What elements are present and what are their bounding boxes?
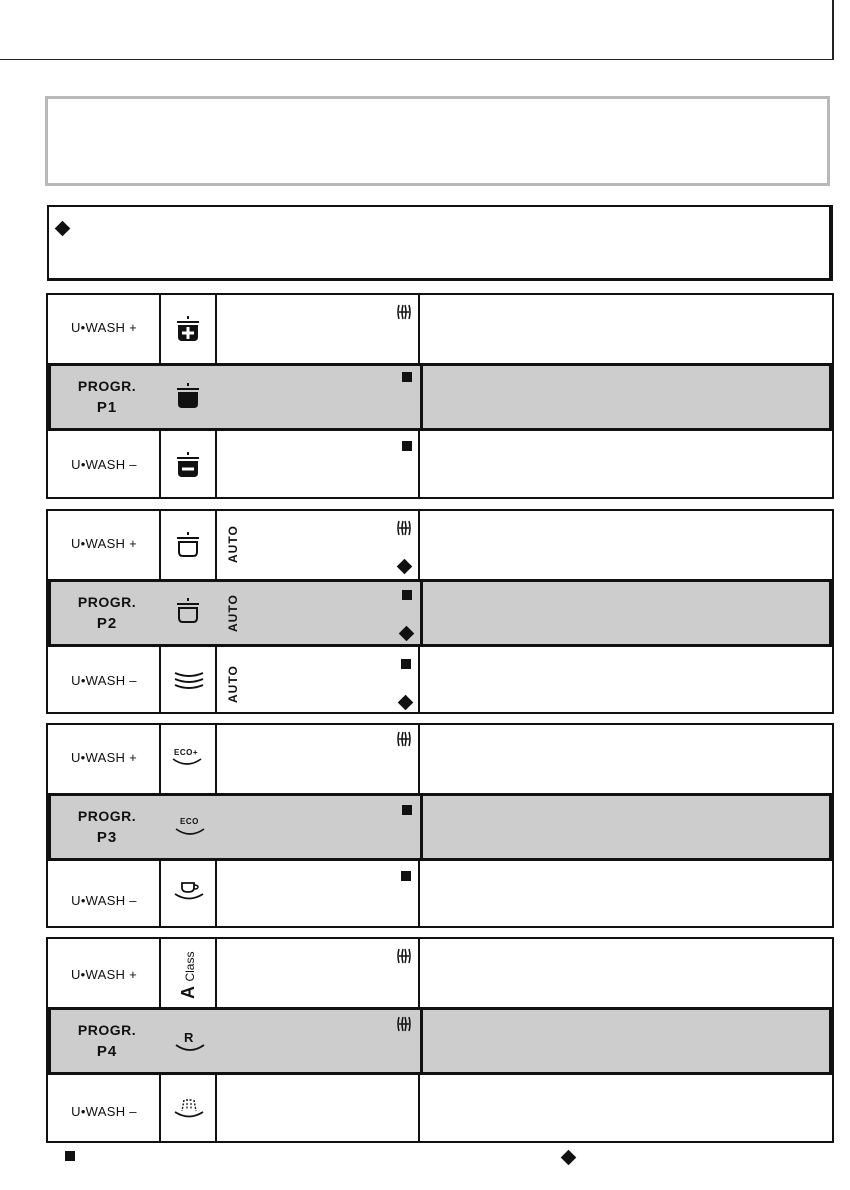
a-class-icon — [178, 952, 199, 999]
glass-icon — [173, 1097, 205, 1121]
rinse-text: R — [184, 1030, 194, 1045]
uwash-minus-label: U•WASH – — [71, 893, 137, 908]
note-box — [47, 205, 833, 281]
uwash-minus-label: U•WASH – — [71, 1104, 137, 1119]
top-tick — [832, 0, 834, 60]
diamond-marker — [55, 221, 71, 237]
progr-text: PROGR. — [77, 378, 137, 394]
half-load-icon — [396, 519, 412, 537]
top-rule — [0, 59, 833, 60]
progr-text: PROGR. — [77, 1022, 137, 1038]
pot-minus-icon — [174, 451, 202, 479]
dish-curve-icon — [175, 827, 205, 837]
eco-text: ECO — [180, 817, 199, 826]
eco-icon — [175, 816, 209, 840]
program-number: P1 — [96, 399, 118, 416]
program-row-p1 — [48, 363, 832, 431]
half-load-icon — [396, 303, 412, 321]
column-divider — [420, 366, 423, 428]
option-row — [48, 725, 832, 793]
program-group-p4 — [46, 937, 834, 1143]
program-number: P2 — [96, 615, 118, 632]
option-row — [48, 511, 832, 579]
legend-diamond-marker — [561, 1150, 577, 1166]
option-row — [48, 295, 832, 363]
program-label — [51, 805, 163, 849]
program-group-p2 — [46, 509, 834, 714]
pot-plus-icon — [174, 315, 202, 343]
uwash-plus-label: U•WASH + — [70, 750, 138, 765]
rinse-icon — [175, 1030, 209, 1056]
diamond-marker — [398, 695, 414, 711]
program-row-p4 — [48, 1007, 832, 1075]
option-row — [48, 647, 832, 714]
uwash-plus-label: U•WASH + — [70, 536, 138, 551]
half-load-icon — [396, 730, 412, 748]
header-box — [45, 96, 830, 186]
auto-label: AUTO — [226, 594, 240, 632]
square-marker — [402, 590, 412, 600]
column-divider — [420, 796, 423, 858]
uwash-plus-label: U•WASH + — [70, 967, 138, 982]
dish-curve-icon — [175, 1043, 205, 1053]
uwash-minus-label: U•WASH – — [71, 457, 137, 472]
uwash-minus-label: U•WASH – — [71, 673, 137, 688]
cup-icon — [173, 879, 205, 903]
half-load-icon — [396, 947, 412, 965]
program-number: P3 — [96, 829, 118, 846]
program-row-p3 — [48, 793, 832, 861]
diamond-marker — [399, 626, 415, 642]
option-row — [48, 431, 832, 499]
square-marker — [402, 372, 412, 382]
progr-text: PROGR. — [77, 594, 137, 610]
column-divider — [420, 1010, 423, 1072]
diamond-marker — [397, 559, 413, 575]
half-load-icon — [396, 1015, 412, 1033]
dish-curve-icon — [172, 757, 202, 767]
waves-icon — [173, 669, 205, 691]
program-label — [51, 591, 163, 635]
option-row — [48, 861, 832, 928]
a-class-letter: A — [178, 986, 198, 999]
option-row — [48, 1075, 832, 1143]
progr-text: PROGR. — [77, 808, 137, 824]
legend-square-marker — [65, 1151, 75, 1161]
program-label — [51, 1019, 163, 1063]
square-marker — [401, 659, 411, 669]
pot-outline-icon — [174, 597, 202, 625]
auto-label: AUTO — [226, 665, 240, 703]
square-marker — [402, 441, 412, 451]
program-label — [51, 375, 163, 419]
a-class-word: Class — [183, 951, 197, 982]
eco-plus-text: ECO+ — [174, 748, 199, 757]
program-group-p3 — [46, 723, 834, 928]
program-row-p2 — [48, 579, 832, 647]
column-divider — [420, 582, 423, 644]
pot-outline-icon — [174, 531, 202, 559]
program-number: P4 — [96, 1043, 118, 1060]
pot-icon — [174, 382, 202, 410]
square-marker — [402, 805, 412, 815]
option-row — [48, 939, 832, 1007]
square-marker — [401, 871, 411, 881]
program-group-p1 — [46, 293, 834, 499]
auto-label: AUTO — [226, 525, 240, 563]
uwash-plus-label: U•WASH + — [70, 320, 138, 335]
eco-plus-icon — [172, 747, 212, 771]
